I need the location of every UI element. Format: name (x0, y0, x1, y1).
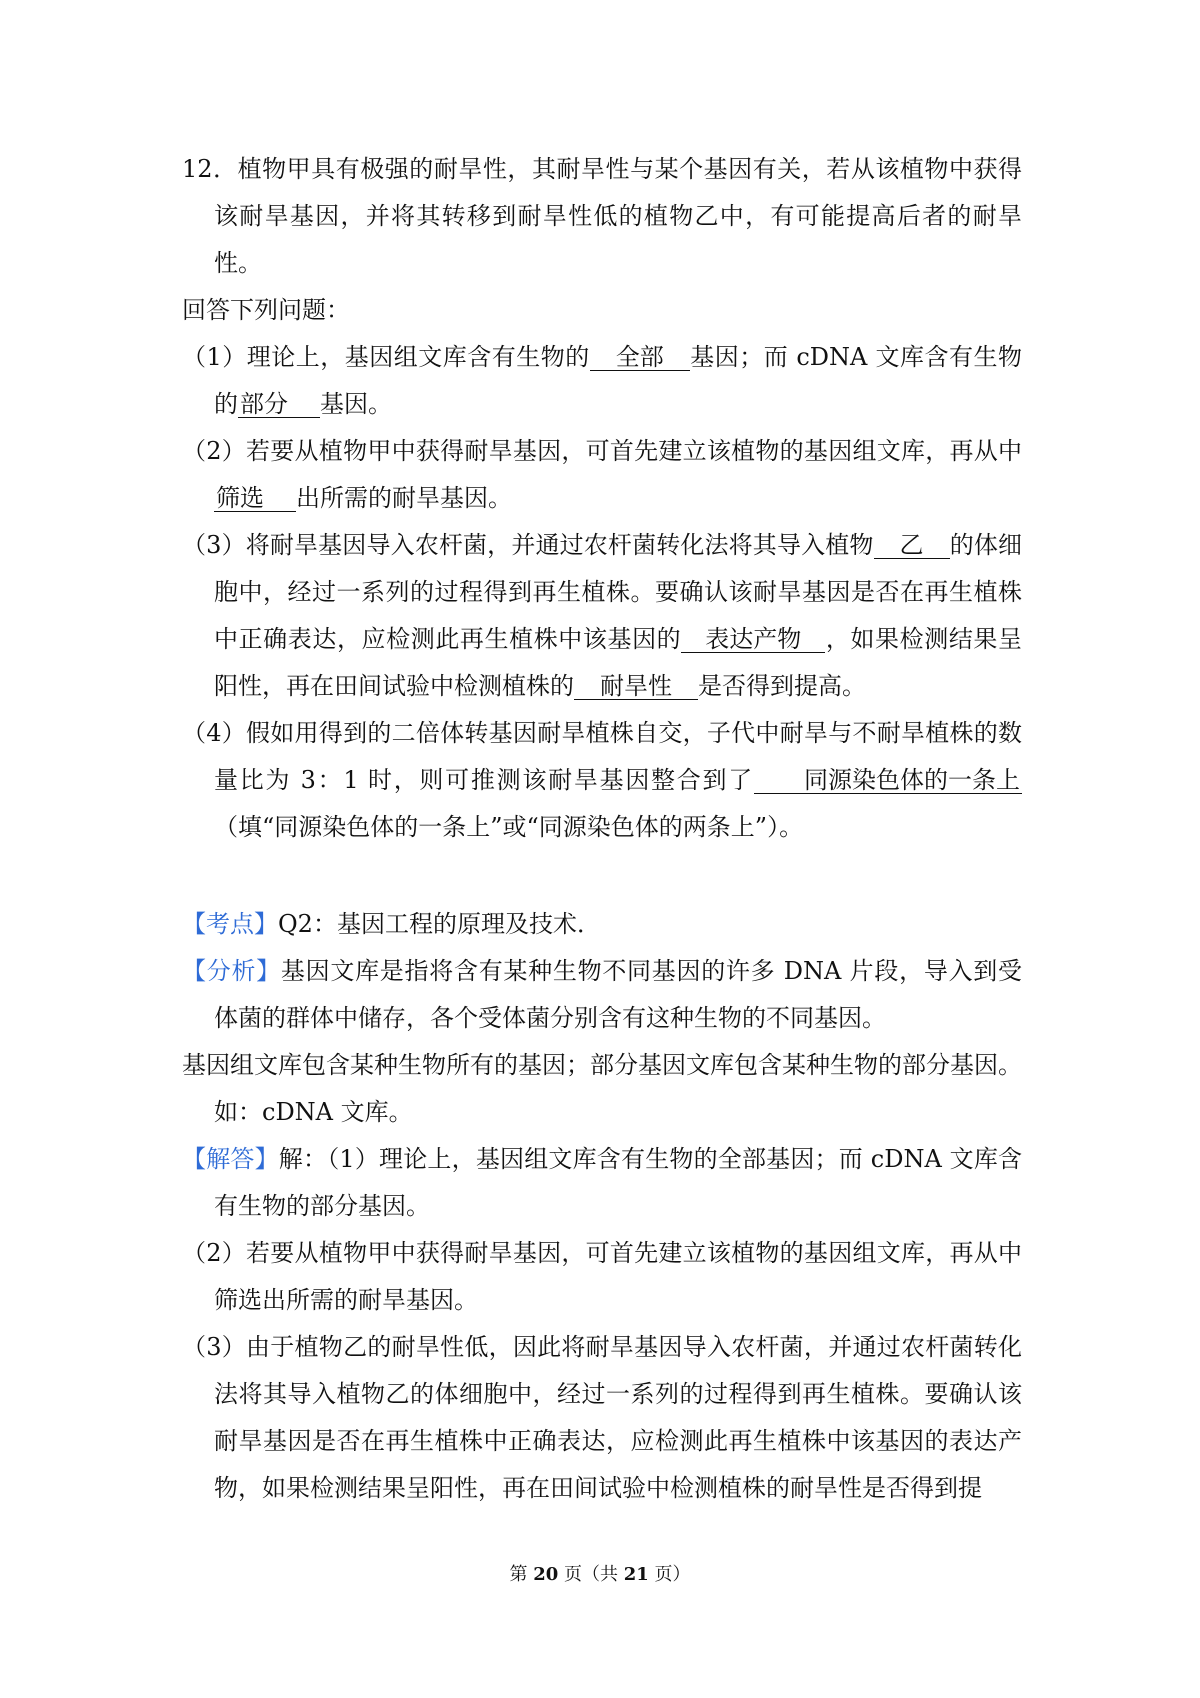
question-stem: 12．植物甲具有极强的耐旱性，其耐旱性与某个基因有关，若从该植物中获得该耐旱基因，并将其转移到耐旱性低的植物乙中，有可能提高后者的耐旱性。 (182, 155, 1023, 277)
kaodian-section: 【考点】Q2：基因工程的原理及技术． (182, 910, 601, 938)
fenxi-section-continued: 基因组文库包含某种生物所有的基因；部分基因文库包含某种生物的部分基因。如：cDNA 文库。 (182, 1051, 1022, 1126)
sub-question-3: （3）将耐旱基因导入农杆菌，并通过农杆菌转化法将其导入植物 乙 的体细胞中，经过一系列的过程得到再生植株。要确认该耐旱基因是否在再生植株中正确表达，应检测此再生植株中该基因的 表达产物 ，如果检测结果呈阳性，再在田间试验中检测植株的 耐旱性 是否得到提高。 (182, 531, 1023, 700)
kaodian-tag: 【考点】 (182, 910, 278, 938)
answer-blank: 耐旱性 (574, 673, 698, 700)
answer-blank: 筛选 (214, 485, 296, 512)
fenxi-tag: 【分析】 (182, 957, 281, 985)
jieda-tag: 【解答】 (182, 1145, 279, 1173)
question-prompt: 回答下列问题： (182, 296, 350, 324)
answer-blank: 同源染色体的一条上 (754, 767, 1022, 794)
sub-question-1: （1）理论上，基因组文库含有生物的 全部 基因；而 cDNA 文库含有生物的部分 基因。 (182, 343, 1022, 418)
page-number: 20 (533, 1564, 559, 1585)
sub-question-2: （2）若要从植物甲中获得耐旱基因，可首先建立该植物的基因组文库，再从中筛选 出所需的耐旱基因。 (182, 437, 1022, 512)
fenxi-section: 【分析】基因文库是指将含有某种生物不同基因的许多 DNA 片段，导入到受体菌的群体中储存，各个受体菌分别含有这种生物的不同基因。 (182, 957, 1022, 1032)
answer-blank: 乙 (874, 532, 950, 559)
spacer (182, 851, 1022, 901)
jieda-section: 【解答】解：（1）理论上，基因组文库含有生物的全部基因；而 cDNA 文库含有生物的部分基因。 (182, 1145, 1023, 1220)
question-number: 12． (182, 155, 238, 183)
page-total: 21 (623, 1564, 649, 1585)
jieda-part-3: （3）由于植物乙的耐旱性低，因此将耐旱基因导入农杆菌，并通过农杆菌转化法将其导入植物乙的体细胞中，经过一系列的过程得到再生植株。要确认该耐旱基因是否在再生植株中正确表达，应检测此再生植株中该基因的表达产物，如果检测结果呈阳性，再在田间试验中检测植株的耐旱性是否得到提 (182, 1333, 1022, 1502)
sub-question-4: （4）假如用得到的二倍体转基因耐旱植株自交，子代中耐旱与不耐旱植株的数量比为 3：1 时，则可推测该耐旱基因整合到了 同源染色体的一条上（填“同源染色体的一条上”或“同源染色体的两条上”）。 (182, 719, 1022, 841)
page-footer: 第 20 页（共 21 页） (509, 1564, 691, 1585)
answer-blank: 部分 (238, 391, 320, 418)
answer-blank: 表达产物 (681, 626, 825, 653)
answer-blank: 全部 (590, 344, 690, 371)
page-content (182, 146, 1022, 1512)
jieda-part-2: （2）若要从植物甲中获得耐旱基因，可首先建立该植物的基因组文库，再从中筛选出所需的耐旱基因。 (182, 1239, 1022, 1314)
